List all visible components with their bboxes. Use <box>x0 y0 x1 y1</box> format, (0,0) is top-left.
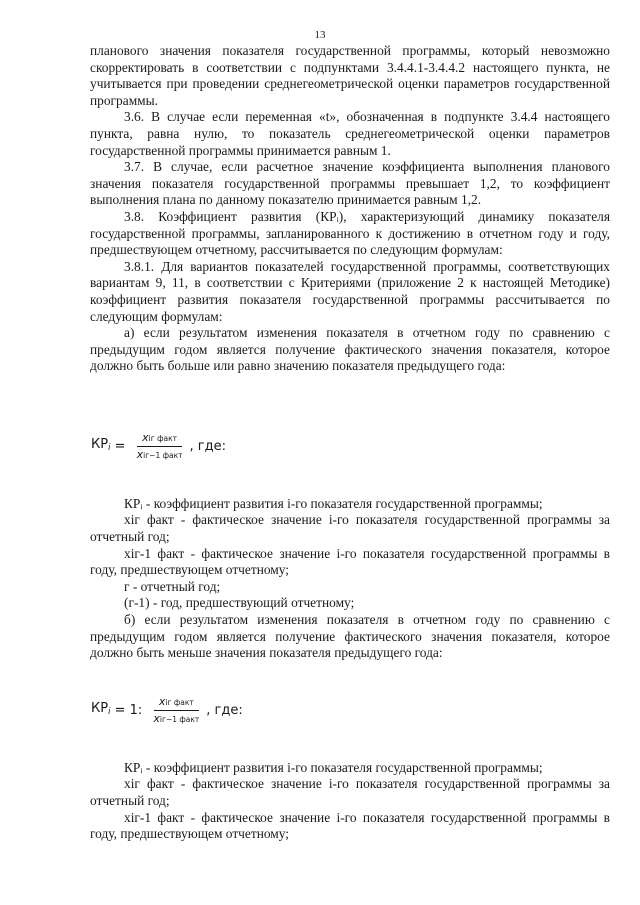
formula-fraction <box>148 695 204 726</box>
definition-kr: КРᵢ - коэффициент развития i-го показателя государственной программы; <box>124 759 543 775</box>
formula-numerator: xiг факт <box>154 695 199 711</box>
formula-lhs: $КР_i$ <box>91 437 111 454</box>
paragraph-3-8: 3.8. Коэффициент развития (КРᵢ), характеризующий динамику показателя государственной программы, запланированного к достижению в отчетном году и году, предшествующем отчетному, рассчитывается по следующим формулам: <box>90 208 610 258</box>
paragraph-case-a: а) если результатом изменения показателя в отчетном году по сравнению с предыдущим годом является получение фактического значения показателя, которое должно быть больше или равно значению показателя предыдущего года: <box>90 325 610 374</box>
paragraph-3-8-1: 3.8.1. Для вариантов показателей государственной программы, соответствующих вариантам 9, 11, в соответствии с Критериями (приложение 2 к настоящей Методике) коэффициент развития показателя государственной программы рассчитывается по следующим формулам: <box>90 258 610 324</box>
formula-kr-decline <box>91 693 610 729</box>
formula-tail: , где: <box>206 702 243 718</box>
definition-x-current: xiг факт - фактическое значение i-го показателя государственной программы за отчетный год; <box>90 512 610 545</box>
page-body <box>90 43 610 843</box>
definition-x-previous: xiг-1 факт - фактическое значение i-го показателя государственной программы в году, предшествующем отчетному; <box>90 545 610 578</box>
paragraph-3-6: 3.6. В случае если переменная «t», обозначенная в подпункте 3.4.4 настоящего пункта, равна нулю, то показатель среднегеометрической оценки параметров государственной программы принимается равным 1. <box>90 109 610 158</box>
paragraph-case-b: б) если результатом изменения показателя в отчетном году по сравнению с предыдущим годом является получение фактического значения показателя, которое должно быть меньше значения показателя предыдущего года: <box>90 612 610 661</box>
definition-x-current: xiг факт - фактическое значение i-го показателя государственной программы за отчетный год; <box>90 776 610 808</box>
page-number: 13 <box>314 29 326 41</box>
formula-denominator: xiг−1 факт <box>136 448 183 462</box>
definition-g: г - отчетный год; <box>124 578 221 594</box>
formula-kr-growth <box>91 429 610 465</box>
definition-g-minus-1: (г-1) - год, предшествующий отчетному; <box>124 595 355 611</box>
formula-numerator: xiг факт <box>137 431 182 447</box>
definition-x-previous: xiг-1 факт - фактическое значение i-го показателя государственной программы в году, предшествующем отчетному; <box>90 809 610 842</box>
formula-lhs: $КР_i$ <box>91 701 111 718</box>
formula-equals: = 1: <box>110 702 147 718</box>
formula-denominator: xiг−1 факт <box>153 712 200 726</box>
formula-equals: = <box>110 438 130 454</box>
formula-fraction <box>132 431 188 462</box>
paragraph: планового значения показателя государственной программы, который невозможно скорректировать в соответствии с подпунктами 3.4.4.1-3.4.4.2 настоящего пункта, не учитывается при проведении среднегеометрической оценки параметров государственной программы. <box>90 43 610 108</box>
definition-kr: КРᵢ - коэффициент развития i-го показателя государственной программы; <box>124 495 543 511</box>
paragraph-3-7: 3.7. В случае, если расчетное значение коэффициента выполнения планового значения показателя государственной программы превышает 1,2, то коэффициент выполнения плана по данному показателю принимается равным 1,2. <box>90 159 610 208</box>
formula-tail: , где: <box>189 438 226 454</box>
